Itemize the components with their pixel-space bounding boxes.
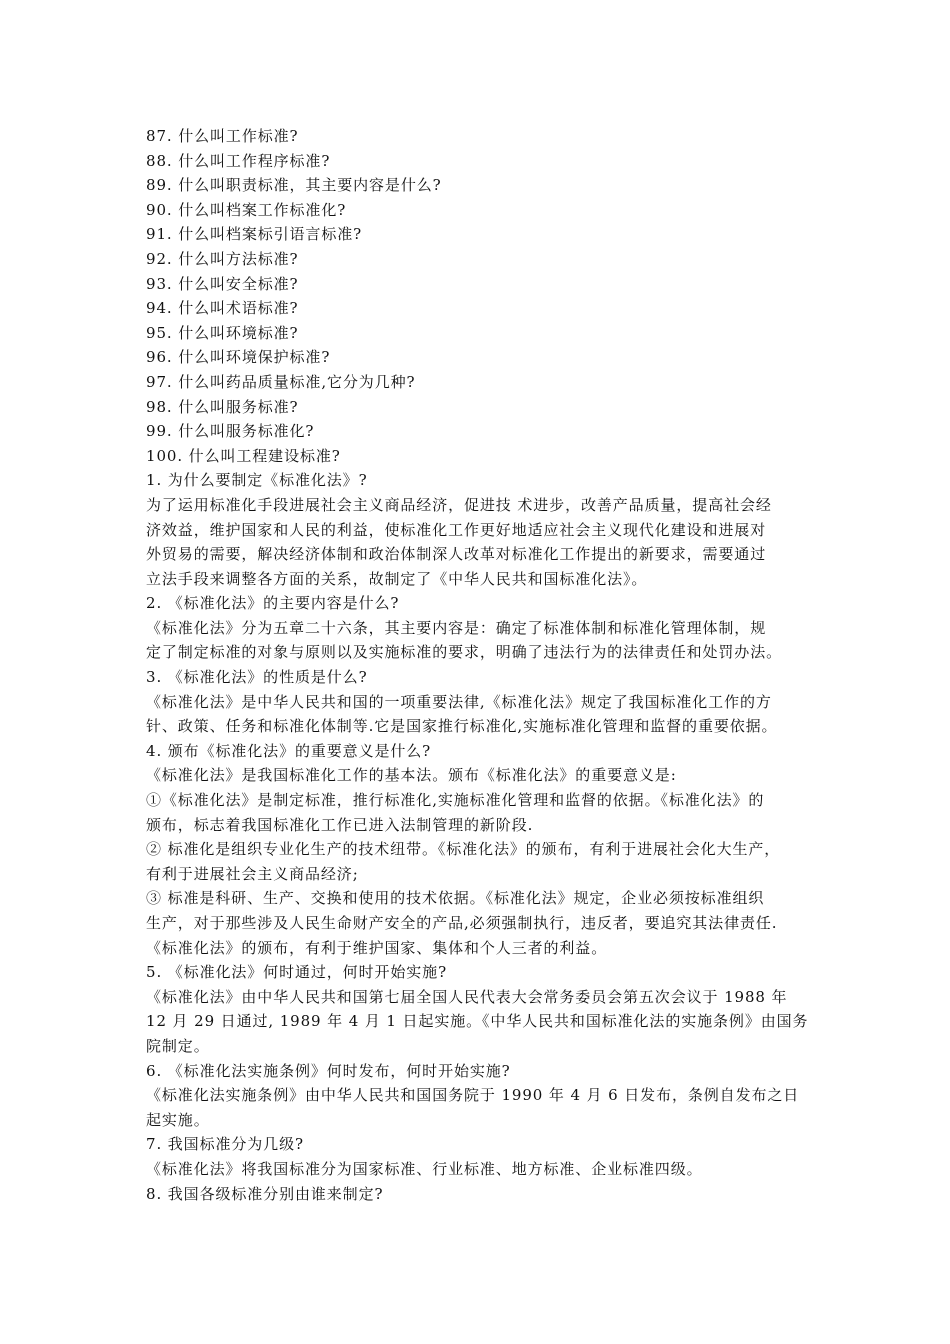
- qa-answer-line: 《标准化法》是中华人民共和国的一项重要法律,《标准化法》规定了我国标准化工作的方: [146, 692, 772, 711]
- qa-answer-line: 济效益，维护国家和人民的利益，使标准化工作更好地适应社会主义现代化建设和进展对: [146, 520, 767, 539]
- question-list-item: 95. 什么叫环境标准?: [146, 323, 299, 342]
- question-list-item: 89. 什么叫职责标准，其主要内容是什么?: [146, 176, 442, 195]
- qa-answer-line: ①《标准化法》是制定标准，推行标准化,实施标准化管理和监督的依据。《标准化法》的: [146, 791, 765, 810]
- question-list-item: 87. 什么叫工作标准?: [146, 127, 299, 145]
- qa-answer-line: 立法手段来调整各方面的关系，故制定了《中华人民共和国标准化法》。: [146, 569, 648, 588]
- qa-answer-line: 院制定。: [146, 1036, 210, 1055]
- qa-question: 6. 《标准化法实施条例》何时发布，何时开始实施?: [146, 1061, 511, 1080]
- qa-answer-line: 生产，对于那些涉及人民生命财产安全的产品,必须强制执行，违反者，要追究其法律责任.: [146, 914, 778, 932]
- qa-item: [146, 1182, 810, 1207]
- qa-answer-line: 《标准化法实施条例》由中华人民共和国国务院于 1990 年 4 月 6 日发布，条例自发布之日: [146, 1086, 800, 1105]
- qa-answer-line: 《标准化法》分为五章二十六条，其主要内容是：确定了标准体制和标准化管理体制，规: [146, 618, 767, 637]
- qa-answer-line: 外贸易的需要，解决经济体制和政治体制深人改革对标准化工作提出的新要求，需要通过: [146, 545, 767, 564]
- qa-answer-line: 定了制定标准的对象与原则以及实施标准的要求，明确了违法行为的法律责任和处罚办法。: [146, 643, 783, 662]
- qa-answer-line: 有利于进展社会主义商品经济;: [146, 864, 359, 883]
- qa-answer-line: 颁布，标志着我国标准化工作已进入法制管理的新阶段.: [146, 815, 534, 834]
- qa-question: 8. 我国各级标准分别由谁来制定?: [146, 1184, 384, 1203]
- qa-item: [146, 665, 810, 739]
- qa-answer-line: ② 标准化是组织专业化生产的技术纽带。《标准化法》的颁布，有利于进展社会化大生产，: [146, 840, 781, 859]
- qa-answer-line: 《标准化法》将我国标准分为国家标准、行业标准、地方标准、企业标准四级。: [146, 1159, 703, 1178]
- qa-answer-line: 12 月 29 日通过, 1989 年 4 月 1 日起实施。《中华人民共和国标准化法的实施条例》由国务: [146, 1012, 809, 1031]
- qa-question: 1. 为什么要制定《标准化法》?: [146, 471, 368, 490]
- question-list-item: 98. 什么叫服务标准?: [146, 397, 299, 416]
- question-list-item: 91. 什么叫档案标引语言标准?: [146, 225, 363, 244]
- question-list-item: 92. 什么叫方法标准?: [146, 249, 299, 268]
- question-list-item: 94. 什么叫术语标准?: [146, 299, 299, 318]
- qa-answer-line: 为了运用标准化手段进展社会主义商品经济，促进技 术进步，改善产品质量，提高社会经: [146, 495, 772, 514]
- question-list-item: 96. 什么叫环境保护标准?: [146, 348, 331, 367]
- qa-answer-line: 起实施。: [146, 1110, 210, 1129]
- document-page: [146, 124, 810, 1206]
- question-list-item: 90. 什么叫档案工作标准化?: [146, 200, 347, 219]
- question-list-item: 99. 什么叫服务标准化?: [146, 422, 315, 441]
- question-list: [146, 124, 810, 468]
- qa-question: 2. 《标准化法》的主要内容是什么?: [146, 594, 400, 613]
- qa-answer-line: 《标准化法》由中华人民共和国第七届全国人民代表大会常务委员会第五次会议于 1988 年: [146, 987, 788, 1006]
- qa-item: [146, 591, 810, 665]
- qa-item: [146, 739, 810, 960]
- qa-question: 5. 《标准化法》何时通过，何时开始实施?: [146, 963, 448, 982]
- qa-question: 3. 《标准化法》的性质是什么?: [146, 668, 368, 687]
- qa-answer-line: 《标准化法》的颁布，有利于维护国家、集体和个人三者的利益。: [146, 938, 608, 957]
- question-list-item: 100. 什么叫工程建设标准?: [146, 446, 341, 465]
- qa-answer-line: 针、政策、任务和标准化体制等.它是国家推行标准化,实施标准化管理和监督的重要依据。: [146, 717, 778, 736]
- qa-answer-line: 《标准化法》是我国标准化工作的基本法。颁布《标准化法》的重要意义是:: [146, 766, 677, 785]
- qa-question: 7. 我国标准分为几级?: [146, 1135, 304, 1154]
- question-list-item: 93. 什么叫安全标准?: [146, 274, 299, 293]
- question-list-item: 97. 什么叫药品质量标准,它分为几种?: [146, 372, 416, 391]
- qa-item: [146, 468, 810, 591]
- qa-question: 4. 颁布《标准化法》的重要意义是什么?: [146, 741, 432, 760]
- qa-item: [146, 1132, 810, 1181]
- qa-item: [146, 960, 810, 1058]
- question-list-item: 88. 什么叫工作程序标准?: [146, 151, 331, 170]
- qa-answer-line: ③ 标准是科研、生产、交换和使用的技术依据。《标准化法》规定，企业必须按标准组织: [146, 889, 765, 908]
- qa-item: [146, 1059, 810, 1133]
